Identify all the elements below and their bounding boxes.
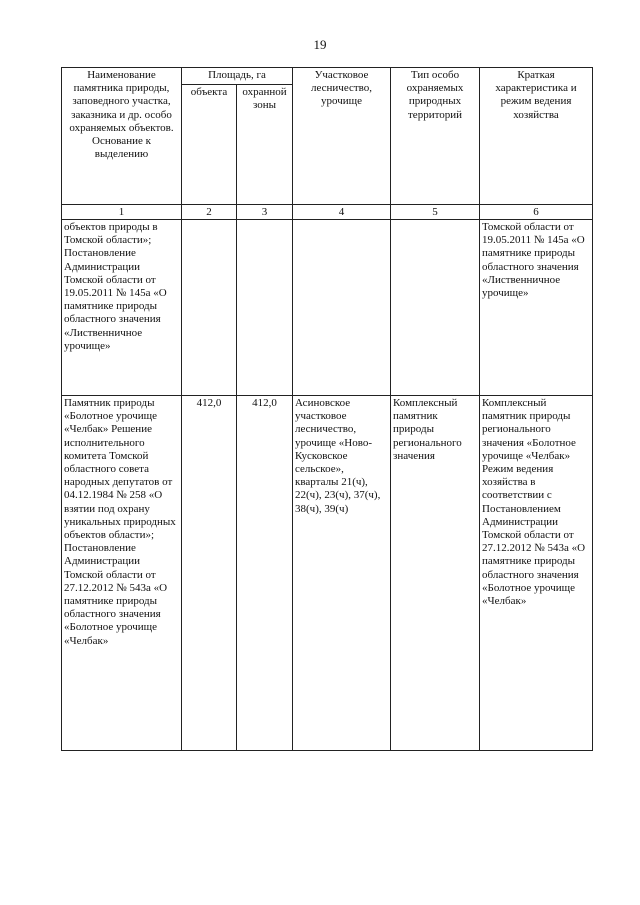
row-type: Комплексный памятник природы регионального значения <box>391 396 480 751</box>
column-number: 2 <box>182 205 237 220</box>
row-description: Комплексный памятник природы регионального значения «Болотное урочище «Челбак» Режим ведения хозяйства в соответствии с Постановлением Администрации Томской области от 27.12.2012 № 543а «О памятнике природы областного значения «Болотное урочище «Челбак» <box>480 396 593 751</box>
column-number: 4 <box>293 205 391 220</box>
column-number: 3 <box>237 205 293 220</box>
column-number: 5 <box>391 205 480 220</box>
header-forestry: Участковое лесничество, урочище <box>293 68 391 205</box>
row-forestry <box>293 220 391 396</box>
row-area-buffer: 412,0 <box>237 396 293 751</box>
row-forestry: Асиновское участковое лесничество, урочище «Ново-Кусковское сельское», кварталы 21(ч), 22(ч), 23(ч), 37(ч), 38(ч), 39(ч) <box>293 396 391 751</box>
column-number: 1 <box>62 205 182 220</box>
row-area-object: 412,0 <box>182 396 237 751</box>
header-area-object: объекта <box>182 85 237 205</box>
row-name: объектов природы в Томской области»; Постановление Администрации Томской области от 19.05.2011 № 145а «О памятнике природы областного значения «Лиственничное урочище» <box>62 220 182 396</box>
table-row <box>62 396 593 751</box>
header-area: Площадь, га <box>182 68 293 85</box>
column-number: 6 <box>480 205 593 220</box>
row-area-object <box>182 220 237 396</box>
row-name: Памятник природы «Болотное урочище «Челбак» Решение исполнительного комитета Томской областного совета народных депутатов от 04.12.1984 № 258 «О взятии под охрану уникальных природных объектов области»; Постановление Администрации Томской области от 27.12.2012 № 543а «О памятнике природы областного значения «Болотное урочище «Челбак» <box>62 396 182 751</box>
header-name: Наименование памятника природы, заповедного участка, заказника и др. особо охраняемых объектов. Основание к выделению <box>62 68 182 205</box>
header-row-1 <box>62 68 593 85</box>
protected-areas-table <box>61 67 593 751</box>
row-type <box>391 220 480 396</box>
header-type: Тип особо охраняемых природных территорий <box>391 68 480 205</box>
header-area-buffer: охранной зоны <box>237 85 293 205</box>
page-number: 19 <box>313 37 327 52</box>
column-numbers-row <box>62 205 593 220</box>
table-row <box>62 220 593 396</box>
header-description: Краткая характеристика и режим ведения хозяйства <box>480 68 593 205</box>
row-area-buffer <box>237 220 293 396</box>
row-description: Томской области от 19.05.2011 № 145а «О памятнике природы областного значения «Лиственничное урочище» <box>480 220 593 396</box>
